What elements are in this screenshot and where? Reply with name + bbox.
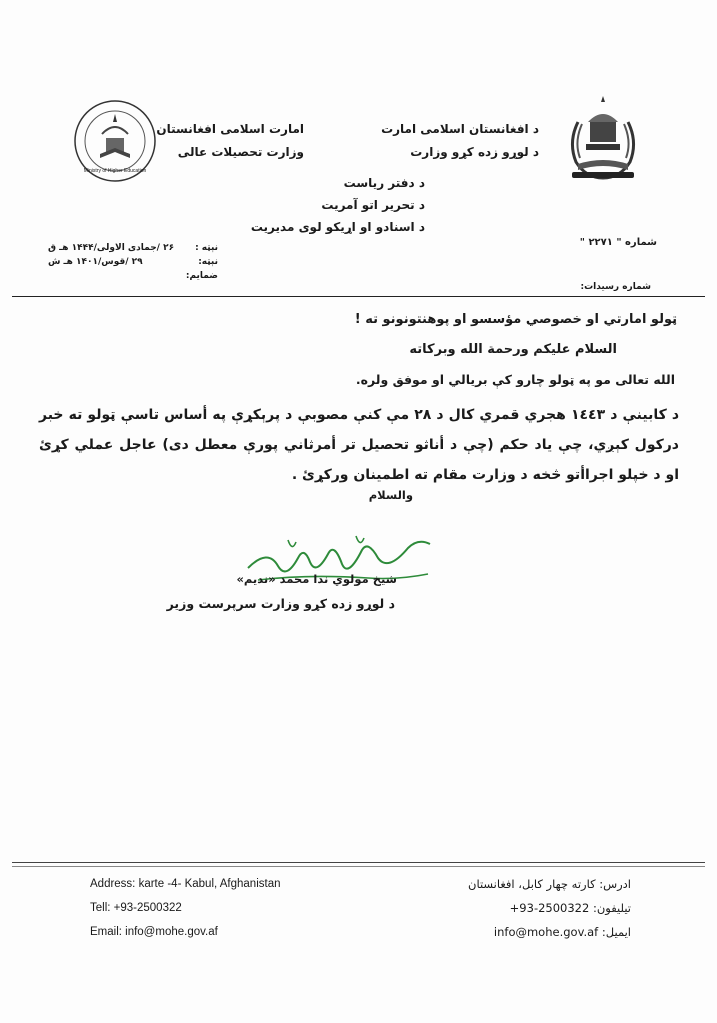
footer-email-label: ایمیل: — [601, 925, 631, 939]
header-left-line1: امارت اسلامی افغانستان — [156, 122, 304, 136]
footer-phone-ps — [468, 896, 631, 920]
footer-contact-ps — [468, 872, 631, 944]
footer-phone-value: +93-2500322 — [509, 901, 590, 915]
attachments-row — [48, 269, 218, 283]
attachments-label: ضمایم: — [185, 271, 218, 281]
header-right — [309, 118, 539, 164]
header-left-line2: وزارت تحصیلات عالی — [177, 145, 304, 159]
footer-address-ps: ادرس: کارته چهار کابل، افغانستان — [468, 877, 631, 891]
office-line3: د اسنادو او اړیکو لوی مدیریت — [250, 220, 425, 234]
signatory-name: شیخ مولوي ندا محمد «ندیم» — [236, 572, 397, 586]
body-paragraph: د کابینې د ۱٤٤۳ هجري قمري کال د ۲۸ مې کنې مصوبې د پرېکړې په أساس تاسې ټولو ته خبر درکول کېږي، چې یاد حکم (چې د أناثو تحصیل تر أمرثاني پورې معطل دی) عاجل عملي کړئ او د خپلو اجراأتو څخه د وزارت مقام ته اطمینان ورکړئ . — [39, 407, 680, 483]
header-right-line1: د افغانستان اسلامی امارت — [381, 122, 539, 136]
footer-contact-en — [90, 872, 281, 944]
header-left — [104, 118, 304, 164]
date-value: ۲۹ /قوس/۱۴۰۱ هـ ش — [48, 257, 143, 267]
office-line2: د تحریر اتو آمریت — [321, 198, 425, 212]
footer-email-en: Email: info@mohe.gov.af — [90, 926, 218, 938]
header-divider — [12, 296, 705, 297]
date-row-hijri-lunar — [48, 241, 218, 255]
greeting-line: السلام علیکم ورحمة الله وبرکاته — [409, 342, 617, 357]
date-label: نېټه: — [198, 257, 218, 267]
ministry-seal-text: Ministry of Higher Education — [83, 168, 147, 174]
addressee-line: ټولو امارتي او خصوصي مؤسسو او پوهنتونونو ته ! — [354, 312, 677, 327]
emirate-emblem-icon — [558, 92, 648, 188]
footer-email-value: info@mohe.gov.af — [493, 925, 599, 939]
letter-number: شماره " ۲۲۷۱ " — [579, 237, 657, 248]
header-right-line2: د لوړو زده کړو وزارت — [410, 145, 539, 159]
footer-phone-en: Tell: +93-2500322 — [90, 902, 182, 914]
date-block — [48, 241, 218, 283]
footer-phone-label: تیلیفون: — [592, 901, 631, 915]
handwritten-signature — [238, 528, 438, 602]
closing-line: والسلام — [368, 488, 413, 502]
date-label: نېټه : — [195, 243, 218, 253]
date-row-hijri-solar — [48, 255, 218, 269]
signatory-title: د لوړو زده کړو وزارت سرپرست وزیر — [166, 596, 395, 611]
footer-email-ps — [468, 920, 631, 944]
footer-address-en: Address: karte -4- Kabul, Afghanistan — [90, 878, 281, 890]
office-line1: د دفتر ریاست — [343, 176, 425, 190]
footer-divider-secondary — [12, 866, 705, 867]
date-value: ۲۶ /جمادی الاولی/۱۴۴۴ هـ ق — [48, 243, 175, 253]
office-block — [175, 172, 425, 238]
footer-divider — [12, 862, 705, 863]
received-number-label: شماره رسیدات: — [580, 282, 651, 292]
intro-line: الله تعالی مو په ټولو چارو کې بریالي او موفق ولره. — [355, 372, 675, 387]
